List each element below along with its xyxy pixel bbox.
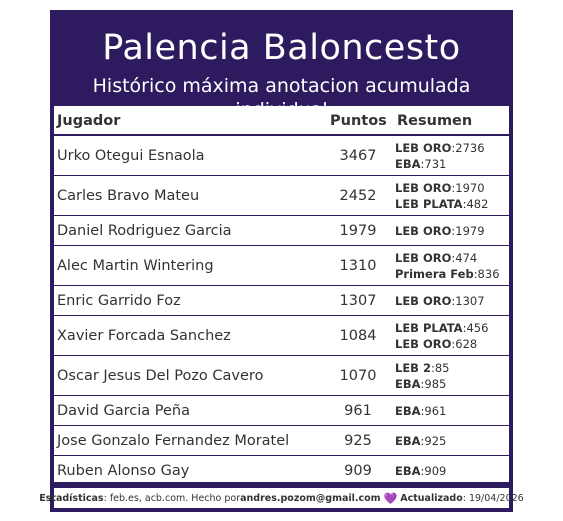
table-row xyxy=(54,216,509,246)
scorers-table xyxy=(54,106,509,482)
player-name: Jose Gonzalo Fernandez Moratel xyxy=(57,432,290,449)
player-name: Enric Garrido Foz xyxy=(57,292,181,309)
column-header-summary: Resumen xyxy=(397,113,473,129)
player-points: 3467 xyxy=(339,147,377,164)
footer-author: andres.pozom@gmail.com xyxy=(240,492,381,504)
summary-line xyxy=(395,196,488,212)
competition-name: Primera Feb xyxy=(395,266,474,281)
column-header-player: Jugador xyxy=(57,113,121,129)
competition-name: LEB ORO xyxy=(395,140,452,155)
player-name: Xavier Forcada Sanchez xyxy=(57,327,231,344)
table-row xyxy=(54,136,509,176)
footer-credits xyxy=(39,488,524,508)
player-summary xyxy=(395,316,488,355)
summary-line xyxy=(395,180,488,196)
page-subtitle: Histórico máxima anotacion acumulada xyxy=(92,75,471,97)
infographic-card xyxy=(39,10,524,512)
summary-line xyxy=(395,376,449,392)
column-header-points: Puntos xyxy=(330,113,387,129)
table-row xyxy=(54,426,509,456)
competition-points: :2736 xyxy=(451,140,485,155)
table-row xyxy=(54,396,509,426)
competition-name: EBA xyxy=(395,156,421,171)
page-title: Palencia Baloncesto xyxy=(102,28,461,68)
table-row xyxy=(54,246,509,286)
competition-points: :1970 xyxy=(451,180,485,195)
summary-line xyxy=(395,250,500,266)
competition-name: EBA xyxy=(395,376,421,391)
player-points: 961 xyxy=(344,402,372,419)
competition-name: EBA xyxy=(395,464,421,478)
player-points: 1310 xyxy=(339,257,377,274)
player-name: David Garcia Peña xyxy=(57,402,190,419)
summary-line xyxy=(395,140,485,156)
competition-points: :482 xyxy=(462,196,489,211)
competition-name: LEB ORO xyxy=(395,250,452,265)
footer-stats-sources: : feb.es, acb.com. Hecho por xyxy=(103,492,241,504)
player-points: 2452 xyxy=(339,187,377,204)
table-row xyxy=(54,286,509,316)
player-summary xyxy=(395,136,485,175)
player-summary xyxy=(395,356,449,395)
player-summary xyxy=(395,426,446,455)
competition-points: :85 xyxy=(430,360,450,375)
player-name: Daniel Rodriguez Garcia xyxy=(57,222,232,239)
player-points: 909 xyxy=(344,463,372,479)
summary-line xyxy=(395,336,488,352)
competition-points: :1307 xyxy=(451,293,485,308)
player-points: 1084 xyxy=(339,327,377,344)
player-points: 1307 xyxy=(339,292,377,309)
competition-name: LEB 2 xyxy=(395,360,431,375)
summary-line xyxy=(395,320,488,336)
competition-name: LEB PLATA xyxy=(395,196,463,211)
player-points: 1979 xyxy=(339,222,377,239)
competition-name: LEB ORO xyxy=(395,223,452,238)
table-row xyxy=(54,356,509,396)
player-name: Alec Martin Wintering xyxy=(57,257,214,274)
table-header xyxy=(54,106,509,136)
player-name: Ruben Alonso Gay xyxy=(57,463,190,479)
player-points: 925 xyxy=(344,432,372,449)
competition-name: LEB ORO xyxy=(395,180,452,195)
footer-stats-label: Estadísticas xyxy=(39,492,104,504)
competition-name: LEB ORO xyxy=(395,293,452,308)
summary-line xyxy=(395,433,446,449)
footer-updated-date: : 19/04/2026 xyxy=(462,492,524,504)
player-summary xyxy=(395,286,485,315)
summary-line xyxy=(395,293,485,309)
table-row xyxy=(54,316,509,356)
competition-name: EBA xyxy=(395,433,421,448)
player-summary xyxy=(395,176,488,215)
competition-points: :731 xyxy=(420,156,447,171)
player-summary xyxy=(395,396,446,425)
competition-points: :985 xyxy=(420,376,447,391)
player-summary xyxy=(395,216,485,245)
summary-line xyxy=(395,463,446,479)
player-name: Carles Bravo Mateu xyxy=(57,187,200,204)
player-summary xyxy=(395,456,446,486)
table-row xyxy=(54,176,509,216)
competition-points: :925 xyxy=(420,433,447,448)
competition-points: :474 xyxy=(451,250,478,265)
footer-updated-label: Actualizado xyxy=(400,492,463,504)
table-row xyxy=(54,456,509,486)
competition-points: :961 xyxy=(420,403,447,418)
competition-points: :836 xyxy=(473,266,500,281)
player-points: 1070 xyxy=(339,367,377,384)
player-summary xyxy=(395,246,500,285)
competition-points: :1979 xyxy=(451,223,485,238)
competition-name: LEB PLATA xyxy=(395,320,463,335)
summary-line xyxy=(395,360,449,376)
competition-points: :628 xyxy=(451,336,478,351)
competition-name: LEB ORO xyxy=(395,336,452,351)
competition-points: :456 xyxy=(462,320,489,335)
competition-points: :909 xyxy=(420,464,447,478)
competition-name: EBA xyxy=(395,403,421,418)
purple-heart-icon: 💜 xyxy=(383,491,398,505)
summary-line xyxy=(395,266,500,282)
player-name: Urko Otegui Esnaola xyxy=(57,147,205,164)
summary-line xyxy=(395,156,485,172)
summary-line xyxy=(395,403,446,419)
player-name: Oscar Jesus Del Pozo Cavero xyxy=(57,367,264,384)
summary-line xyxy=(395,223,485,239)
